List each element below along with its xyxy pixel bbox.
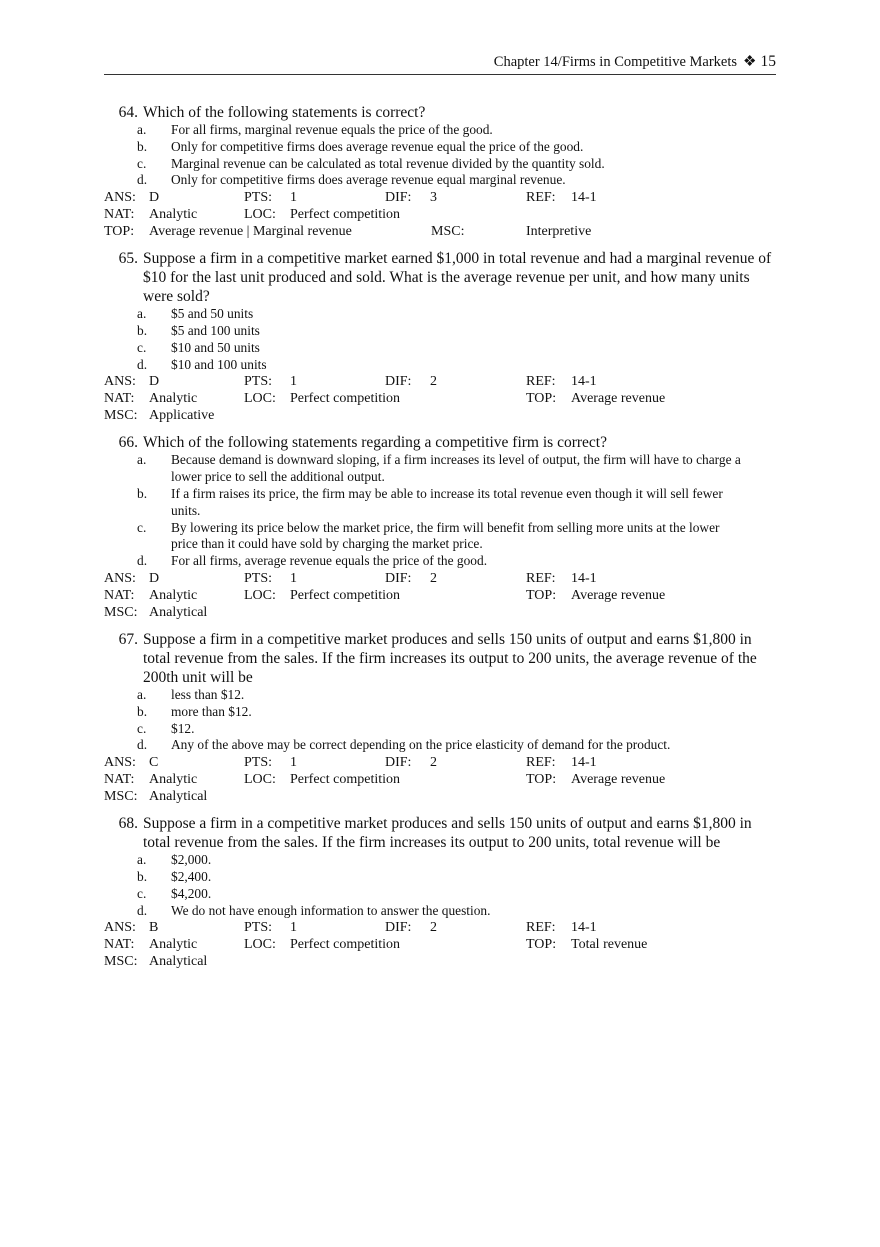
dif-label: DIF: — [385, 570, 412, 586]
meta-row-answer — [104, 754, 780, 771]
choice-letter: d. — [137, 356, 148, 372]
choice-c — [104, 156, 780, 173]
question-text: Which of the following statements regarding a competitive firm is correct? — [143, 434, 607, 452]
ref-label: REF: — [526, 190, 556, 206]
ref-value: 14-1 — [571, 920, 597, 936]
choice-letter: c. — [137, 519, 147, 535]
choice-a — [104, 306, 780, 323]
question-stem — [104, 103, 780, 122]
loc-value: Perfect competition — [290, 587, 401, 603]
choice-a — [104, 687, 780, 704]
msc-value: Analytical — [149, 789, 208, 805]
pts-value: 1 — [290, 570, 297, 586]
dif-label: DIF: — [385, 920, 412, 936]
choice-text: If a firm raises its price, the firm may be able to increase its total revenue even though it will sell fewer units. — [171, 485, 723, 518]
question-number: 65. — [118, 250, 138, 268]
top-label: TOP: — [526, 587, 557, 603]
meta-row-nat — [104, 771, 780, 788]
choice-letter: b. — [137, 322, 148, 338]
pts-value: 1 — [290, 374, 297, 390]
choice-a — [104, 122, 780, 139]
question-text: Which of the following statements is correct? — [143, 104, 426, 121]
ans-value: B — [149, 920, 159, 936]
ans-label: ANS: — [104, 570, 136, 586]
msc-value: Applicative — [149, 408, 215, 424]
choice-letter: b. — [137, 703, 148, 719]
choice-c — [104, 340, 780, 357]
question-number: 68. — [118, 815, 138, 833]
msc-value: Analytical — [149, 604, 208, 620]
top-label: TOP: — [526, 937, 557, 953]
meta-row-msc — [104, 604, 780, 621]
loc-label: LOC: — [244, 937, 276, 953]
ans-value: D — [149, 374, 160, 390]
choice-letter: d. — [137, 553, 148, 569]
question-number: 64. — [118, 104, 138, 121]
msc-value: Interpretive — [526, 224, 592, 240]
question-number: 67. — [118, 630, 138, 648]
choice-letter: c. — [137, 720, 147, 736]
page-number: 15 — [760, 53, 776, 70]
question-stem — [104, 433, 780, 452]
ans-value: C — [149, 755, 159, 771]
msc-label: MSC: — [104, 408, 138, 424]
meta-row-msc — [104, 788, 780, 805]
ref-value: 14-1 — [571, 190, 597, 206]
choice-text: Marginal revenue can be calculated as total revenue divided by the quantity sold. — [171, 155, 605, 171]
top-label: TOP: — [526, 772, 557, 788]
question-68 — [104, 814, 780, 970]
loc-label: LOC: — [244, 772, 276, 788]
choice-text: By lowering its price below the market price, the firm will benefit from selling more units at the lower price than it could have sold by charging the market price. — [171, 519, 720, 552]
dif-label: DIF: — [385, 190, 412, 206]
pts-label: PTS: — [244, 374, 273, 390]
msc-label: MSC: — [104, 604, 138, 620]
choice-text: Any of the above may be correct depending on the price elasticity of demand for the product. — [171, 737, 671, 753]
loc-label: LOC: — [244, 587, 276, 603]
choice-letter: a. — [137, 686, 147, 702]
question-list — [104, 103, 780, 979]
msc-label: MSC: — [431, 224, 465, 240]
choice-b — [104, 323, 780, 340]
loc-value: Perfect competition — [290, 207, 401, 223]
ref-label: REF: — [526, 374, 556, 390]
meta-row-nat — [104, 936, 780, 953]
choice-b — [104, 486, 780, 520]
ref-value: 14-1 — [571, 755, 597, 771]
choice-letter: a. — [137, 852, 147, 868]
top-value: Average revenue — [571, 772, 666, 788]
meta-row-answer — [104, 919, 780, 936]
nat-value: Analytic — [149, 391, 198, 407]
question-text: Suppose a firm in a competitive market produces and sells 150 units of output and earns $1,800 in total revenue from the sales. If the firm increases its output to 200 units, total revenue will be — [143, 815, 752, 852]
loc-label: LOC: — [244, 391, 276, 407]
question-text: Suppose a firm in a competitive market earned $1,000 in total revenue and had a marginal revenue of $10 for the last unit produced and sold. What is the average revenue per unit, and how many units were sold? — [143, 250, 772, 306]
top-value: Average revenue | Marginal revenue — [149, 224, 352, 240]
choice-letter: a. — [137, 306, 147, 322]
choice-letter: d. — [137, 737, 148, 753]
loc-value: Perfect competition — [290, 772, 401, 788]
top-value: Average revenue — [571, 391, 666, 407]
choice-letter: b. — [137, 868, 148, 884]
nat-label: NAT: — [104, 937, 135, 953]
ref-value: 14-1 — [571, 570, 597, 586]
msc-label: MSC: — [104, 789, 138, 805]
answer-choices — [104, 852, 780, 919]
choice-b — [104, 704, 780, 721]
ref-label: REF: — [526, 755, 556, 771]
msc-label: MSC: — [104, 954, 138, 970]
ans-label: ANS: — [104, 755, 136, 771]
answer-choices — [104, 452, 780, 570]
ref-label: REF: — [526, 920, 556, 936]
pts-label: PTS: — [244, 920, 273, 936]
choice-letter: b. — [137, 485, 148, 501]
choice-d — [104, 903, 780, 920]
choice-letter: a. — [137, 122, 147, 137]
pts-label: PTS: — [244, 190, 273, 206]
choice-text: $5 and 100 units — [171, 322, 260, 338]
pts-label: PTS: — [244, 570, 273, 586]
choice-c — [104, 721, 780, 738]
nat-label: NAT: — [104, 207, 135, 223]
choice-c — [104, 886, 780, 903]
top-label: TOP: — [104, 224, 135, 240]
nat-label: NAT: — [104, 391, 135, 407]
question-text: Suppose a firm in a competitive market produces and sells 150 units of output and earns $1,800 in total revenue from the sales. If the firm increases its output to 200 units, the average revenue of the 200th unit will be — [143, 630, 757, 686]
dif-label: DIF: — [385, 374, 412, 390]
choice-d — [104, 172, 780, 189]
choice-text: $10 and 100 units — [171, 356, 267, 372]
loc-value: Perfect competition — [290, 391, 401, 407]
diamond-bullet-icon: ❖ — [743, 54, 757, 70]
choice-letter: c. — [137, 155, 147, 171]
question-65 — [104, 249, 780, 424]
meta-row-answer — [104, 570, 780, 587]
choice-text: Because demand is downward sloping, if a firm increases its level of output, the firm will have to charge a lower price to sell the additional output. — [171, 452, 741, 485]
pts-value: 1 — [290, 755, 297, 771]
choice-text: For all firms, marginal revenue equals the price of the good. — [171, 122, 493, 137]
choice-text: $4,200. — [171, 885, 212, 901]
meta-row-answer — [104, 189, 780, 206]
question-stem — [104, 249, 780, 306]
meta-row-msc — [104, 407, 780, 424]
question-67 — [104, 630, 780, 805]
choice-d — [104, 737, 780, 754]
pts-label: PTS: — [244, 755, 273, 771]
answer-choices — [104, 122, 780, 189]
answer-choices — [104, 687, 780, 754]
pts-value: 1 — [290, 920, 297, 936]
nat-value: Analytic — [149, 207, 198, 223]
pts-value: 1 — [290, 190, 297, 206]
ref-label: REF: — [526, 570, 556, 586]
choice-b — [104, 139, 780, 156]
question-stem — [104, 814, 780, 852]
dif-value: 3 — [430, 190, 437, 206]
loc-value: Perfect competition — [290, 937, 401, 953]
question-number: 66. — [118, 434, 138, 452]
choice-c — [104, 520, 780, 554]
dif-value: 2 — [430, 755, 437, 771]
choice-letter: a. — [137, 452, 147, 468]
msc-value: Analytical — [149, 954, 208, 970]
choice-b — [104, 869, 780, 886]
ans-label: ANS: — [104, 920, 136, 936]
choice-text: For all firms, average revenue equals the price of the good. — [171, 553, 488, 569]
question-stem — [104, 630, 780, 687]
ans-label: ANS: — [104, 190, 136, 206]
ans-value: D — [149, 570, 160, 586]
choice-text: We do not have enough information to answer the question. — [171, 902, 491, 918]
choice-text: $12. — [171, 720, 195, 736]
page-header — [104, 52, 776, 75]
question-64 — [104, 103, 780, 240]
ans-label: ANS: — [104, 374, 136, 390]
choice-text: $10 and 50 units — [171, 339, 260, 355]
nat-label: NAT: — [104, 587, 135, 603]
choice-d — [104, 357, 780, 374]
question-66 — [104, 433, 780, 621]
meta-row-nat — [104, 206, 780, 223]
meta-row-answer — [104, 373, 780, 390]
nat-value: Analytic — [149, 587, 198, 603]
choice-letter: d. — [137, 172, 148, 188]
meta-row-top — [104, 223, 780, 240]
choice-text: $2,000. — [171, 852, 212, 868]
top-value: Average revenue — [571, 587, 666, 603]
nat-value: Analytic — [149, 937, 198, 953]
meta-row-nat — [104, 587, 780, 604]
choice-letter: c. — [137, 339, 147, 355]
choice-a — [104, 852, 780, 869]
meta-row-nat — [104, 390, 780, 407]
choice-letter: b. — [137, 138, 148, 154]
dif-label: DIF: — [385, 755, 412, 771]
choice-text: Only for competitive firms does average revenue equal marginal revenue. — [171, 172, 566, 188]
choice-text: less than $12. — [171, 686, 245, 702]
choice-letter: d. — [137, 902, 148, 918]
dif-value: 2 — [430, 374, 437, 390]
loc-label: LOC: — [244, 207, 276, 223]
choice-text: more than $12. — [171, 703, 252, 719]
nat-label: NAT: — [104, 772, 135, 788]
choice-letter: c. — [137, 885, 147, 901]
ans-value: D — [149, 190, 160, 206]
choice-a — [104, 452, 780, 486]
top-label: TOP: — [526, 391, 557, 407]
ref-value: 14-1 — [571, 374, 597, 390]
choice-text: $2,400. — [171, 868, 212, 884]
dif-value: 2 — [430, 570, 437, 586]
choice-d — [104, 553, 780, 570]
top-value: Total revenue — [571, 937, 648, 953]
chapter-title: Chapter 14/Firms in Competitive Markets — [493, 54, 738, 70]
choice-text: Only for competitive firms does average revenue equal the price of the good. — [171, 138, 584, 154]
dif-value: 2 — [430, 920, 437, 936]
choice-text: $5 and 50 units — [171, 306, 254, 322]
nat-value: Analytic — [149, 772, 198, 788]
meta-row-msc — [104, 953, 780, 970]
answer-choices — [104, 306, 780, 373]
